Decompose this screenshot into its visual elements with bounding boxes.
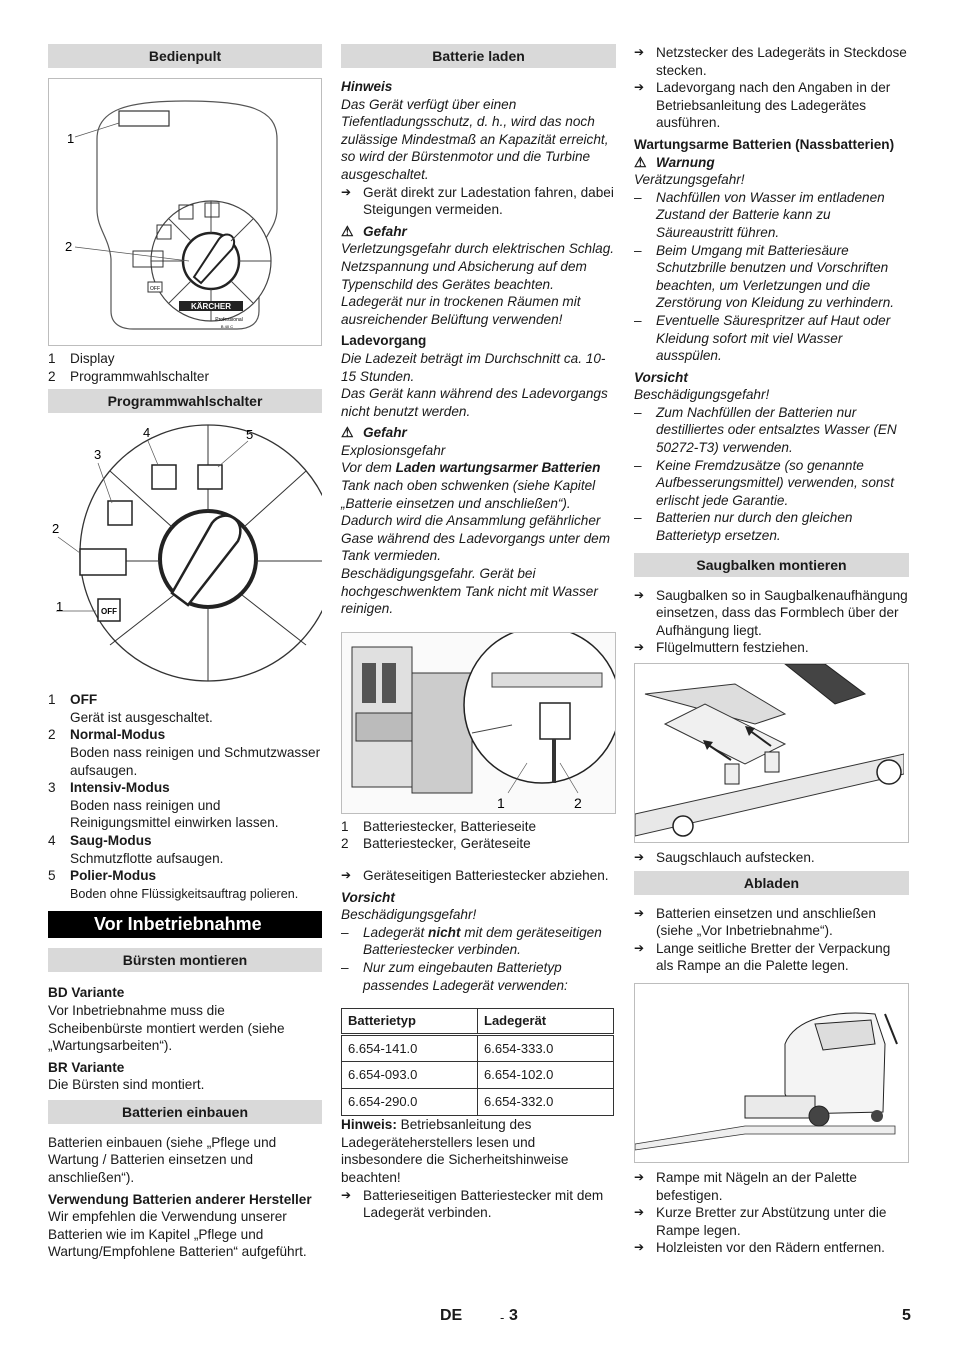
table-header-row xyxy=(342,1009,614,1035)
footer-separator: - xyxy=(500,1310,505,1325)
list-item: 2 Programmwahlschalter xyxy=(48,368,210,384)
callout-2: 2 xyxy=(52,521,60,537)
warning-triangle-icon: ⚠ xyxy=(341,222,354,239)
squeegee-illustration xyxy=(635,664,904,842)
dash-item: – Nur zum eingebauten Batterietyp passendes Ladegerät verwenden: xyxy=(341,959,568,993)
figure-bedienpult xyxy=(48,78,322,346)
explosionsgefahr: Explosionsgefahr xyxy=(341,442,446,458)
arrow-right-icon: ➔ xyxy=(634,850,645,864)
ladevorgang-text: Die Ladezeit beträgt im Durchschnitt ca. 10-15 Stunden. xyxy=(341,350,606,384)
display-rect xyxy=(119,111,169,126)
off-mini-label: OFF xyxy=(150,286,160,292)
gefahr2-text: Vor dem Laden wartungsarmer Batterien Tank nach oben schwenken (siehe Kapitel „Batterie einsetzen und anschließen“). Dadurch wird die Ansammlung gefährlicher Gase während des Ladevorgangs unter dem Tank vermieden. xyxy=(341,460,611,564)
vorsicht-sub: Beschädigungsgefahr! xyxy=(634,387,770,403)
step: ➔ Lange seitliche Bretter der Verpackung als Rampe an die Palette legen. xyxy=(634,940,891,974)
brand-model: B 40 C xyxy=(220,324,234,329)
figure-battery-plug xyxy=(341,632,616,814)
heading-batterien-einbauen: Batterien einbauen xyxy=(48,1100,322,1124)
figure-programmwahlschalter xyxy=(48,419,322,687)
gefahr-text: Verletzungsgefahr durch elektrischen Schlag. Netzspannung und Absicherung auf dem Typenschild des Gerätes beachten. xyxy=(341,241,615,292)
callout-1: 1 xyxy=(56,599,64,615)
br-variante-title: BR Variante xyxy=(48,1059,125,1075)
step: ➔ Kurze Bretter zur Abstützung unter die Rampe legen. xyxy=(634,1205,887,1238)
column-1 xyxy=(48,44,322,1261)
list-item: 1 OFF Gerät ist ausgeschaltet. xyxy=(48,692,213,725)
dash-item: – Ladegerät nicht mit dem geräteseitigen Batteriestecker verbinden. xyxy=(341,924,602,958)
ladevorgang-title: Ladevorgang xyxy=(341,333,427,349)
heading-buersten: Bürsten montieren xyxy=(48,948,322,972)
list-item: 1 Display xyxy=(48,351,115,366)
callout-2: 2 xyxy=(65,239,73,254)
dash-item: – Eventuelle Säurespritzer auf Haut oder Kleidung sofort mit viel Wasser ausspülen. xyxy=(634,312,891,364)
arrow-right-icon: ➔ xyxy=(341,1187,352,1202)
other-batteries-title: Verwendung Batterien anderer Hersteller xyxy=(48,1191,312,1207)
figure-abladen xyxy=(634,983,909,1163)
other-batteries-text: Wir empfehlen die Verwendung unserer Batterien wie im Kapitel „Pflege und Wartung/Empfohlene Batterien“ aufgeführt. xyxy=(48,1209,307,1260)
page-footer xyxy=(0,1307,954,1329)
step: ➔ Flügelmuttern festziehen. xyxy=(634,640,809,656)
page-number: 5 xyxy=(902,1307,911,1324)
step: ➔ Gerät direkt zur Ladestation fahren, dabei Steigungen vermeiden. xyxy=(341,184,614,218)
callout-2: 2 xyxy=(574,794,582,811)
gefahr-text-2: Ladegerät nur in trockenen Räumen mit ausreichender Belüftung verwenden! xyxy=(341,294,581,327)
dash-item: – Batterien nur durch den gleichen Batterietyp ersetzen. xyxy=(634,510,853,544)
vorsicht-title: Vorsicht xyxy=(341,889,395,905)
column-3 xyxy=(634,44,909,1257)
arrow-right-icon: ➔ xyxy=(341,868,352,882)
arrow-right-icon: ➔ xyxy=(634,45,645,59)
hinweis-title: Hinweis xyxy=(341,79,393,94)
table-cell: 6.654-333.0 xyxy=(478,1035,614,1062)
language-code: DE xyxy=(440,1307,463,1324)
arrow-right-icon: ➔ xyxy=(634,640,645,655)
callout-4: 4 xyxy=(143,425,151,441)
wartungsarme-title: Wartungsarme Batterien (Nassbatterien) xyxy=(634,136,895,152)
step: ➔ Rampe mit Nägeln an der Palette befestigen. xyxy=(634,1169,857,1203)
table-cell: 6.654-332.0 xyxy=(478,1089,614,1116)
list-item: 2 Normal-Modus Boden nass reinigen und Schmutzwasser aufsaugen. xyxy=(48,727,321,778)
off-label: OFF xyxy=(101,607,117,617)
battery-plug-illustration xyxy=(342,633,615,813)
table-cell: 6.654-141.0 xyxy=(342,1035,478,1062)
battery-plug-legend xyxy=(341,818,616,853)
step: ➔ Saugschlauch aufstecken. xyxy=(634,850,815,865)
callout-3: 3 xyxy=(94,447,102,463)
arrow-right-icon: ➔ xyxy=(634,905,645,920)
hinweis-text: Das Gerät verfügt über einen Tiefentladungsschutz, d. h., wird das noch zulässige Mindestmaß an Kapazität erreicht, so wird der Bürstenmotor und die Turbine ausgeschaltet. xyxy=(341,96,609,182)
callout-5: 5 xyxy=(246,427,254,443)
dash-item: – Nachfüllen von Wasser im entladenen Zustand der Batterie kann zu Säureaustritt führen. xyxy=(634,189,885,240)
gefahr2-text-2: Beschädigungsgefahr. Gerät bei hochgeschwenktem Tank nicht mit Wasser reinigen. xyxy=(341,566,598,617)
table-cell: 6.654-290.0 xyxy=(342,1089,478,1116)
unloading-illustration xyxy=(635,984,904,1162)
brand-sub: Professional xyxy=(215,317,243,323)
dash-item: – Keine Fremdzusätze (so genannte Aufbesserungsmittel) verwenden, sonst erlischt jede Garantie. xyxy=(634,457,895,508)
callout-1: 1 xyxy=(67,131,75,146)
ladevorgang-text-2: Das Gerät kann während des Ladevorgangs nicht benutzt werden. xyxy=(341,386,608,419)
heading-bedienpult: Bedienpult xyxy=(48,44,322,68)
br-variante-text: Die Bürsten sind montiert. xyxy=(48,1077,205,1093)
arrow-right-icon: ➔ xyxy=(634,80,645,95)
step: ➔ Holzleisten vor den Rädern entfernen. xyxy=(634,1240,885,1256)
arrow-right-icon: ➔ xyxy=(341,184,352,199)
heading-programmwahlschalter: Programmwahlschalter xyxy=(48,389,322,413)
warnung-sub: Verätzungsgefahr! xyxy=(634,172,745,188)
table-row xyxy=(342,1089,614,1116)
vorsicht-title: Vorsicht xyxy=(634,369,688,385)
table-header: Batterietyp xyxy=(342,1009,478,1035)
list-item: 1 Batteriestecker, Batterieseite xyxy=(341,818,537,834)
chapter-heading: Vor Inbetriebnahme xyxy=(48,911,322,938)
dash-item: – Zum Nachfüllen der Batterien nur destilliertes oder entsalztes Wasser (EN 50272-T3) verwenden. xyxy=(634,404,897,456)
heading-saugbalken: Saugbalken montieren xyxy=(634,553,909,577)
step: ➔ Saugbalken so in Saugbalkenaufhängung einsetzen, dass das Formblech über der Aufhängung liegt. xyxy=(634,587,908,638)
arrow-right-icon: ➔ xyxy=(634,587,645,602)
batterien-einbauen-text: Batterien einbauen (siehe „Pflege und Wartung / Batterien einsetzen und anschließen“). xyxy=(48,1134,277,1186)
step: ➔ Batterien einsetzen und anschließen (siehe „Vor Inbetriebnahme“). xyxy=(634,905,876,939)
hinweis-2: Hinweis: Betriebsanleitung des Ladegeräteherstellers lesen und insbesondere die Sicherheitshinweise beachten! xyxy=(341,1117,569,1185)
arrow-right-icon: ➔ xyxy=(634,1205,645,1220)
arrow-right-icon: ➔ xyxy=(634,1240,645,1255)
programm-legend xyxy=(48,691,322,903)
warning-triangle-icon: ⚠ xyxy=(634,153,647,170)
step: ➔ Geräteseitigen Batteriestecker abziehen. xyxy=(341,868,609,883)
bd-variante-text: Vor Inbetriebnahme muss die Scheibenbürste montiert werden (siehe „Wartungsarbeiten“). xyxy=(48,1002,285,1054)
gefahr-heading: ⚠ Gefahr xyxy=(341,222,407,239)
callout-1: 1 xyxy=(497,794,505,811)
table-cell: 6.654-102.0 xyxy=(478,1062,614,1089)
arrow-right-icon: ➔ xyxy=(634,1169,645,1184)
selector-dial-illustration xyxy=(48,419,322,687)
warning-triangle-icon: ⚠ xyxy=(341,424,354,441)
figure-saugbalken xyxy=(634,663,909,843)
list-item: 3 Intensiv-Modus Boden nass reinigen und Reinigungsmittel einwirken lassen. xyxy=(48,780,279,831)
dash-item: – Beim Umgang mit Batteriesäure Schutzbrille benutzen und Vorschriften beachten, um Verletzungen und die Zerstörung von Kleidung zu verhindern. xyxy=(634,242,895,311)
arrow-right-icon: ➔ xyxy=(634,940,645,955)
list-item: 2 Batteriestecker, Geräteseite xyxy=(341,836,531,852)
local-page-number: 3 xyxy=(509,1307,518,1324)
step: ➔ Netzstecker des Ladegeräts in Steckdose stecken. xyxy=(634,45,907,78)
brand-logo: KÄRCHER xyxy=(191,302,231,311)
battery-charger-table xyxy=(341,1008,614,1116)
step: ➔ Ladevorgang nach den Angaben in der Betriebsanleitung des Ladegerätes ausführen. xyxy=(634,80,891,131)
heading-abladen: Abladen xyxy=(634,871,909,895)
control-panel-illustration xyxy=(49,79,321,345)
gefahr-heading-2: ⚠ Gefahr xyxy=(341,424,407,441)
column-2 xyxy=(341,44,616,1222)
bedienpult-legend xyxy=(48,350,322,385)
warnung-heading: ⚠ Warnung xyxy=(634,153,715,170)
list-item: 4 Saug-Modus Schmutzflotte aufsaugen. xyxy=(48,832,224,866)
bd-variante-title: BD Variante xyxy=(48,985,125,1001)
vorsicht-sub: Beschädigungsgefahr! xyxy=(341,907,477,923)
table-row xyxy=(342,1062,614,1089)
step: ➔ Batterieseitigen Batteriestecker mit dem Ladegerät verbinden. xyxy=(341,1187,604,1221)
table-row xyxy=(342,1035,614,1062)
list-item: 5 Polier-Modus Boden ohne Flüssigkeitsauftrag polieren. xyxy=(48,868,299,901)
table-cell: 6.654-093.0 xyxy=(342,1062,478,1089)
heading-batterie-laden: Batterie laden xyxy=(341,44,616,68)
table-header: Ladegerät xyxy=(478,1009,614,1035)
